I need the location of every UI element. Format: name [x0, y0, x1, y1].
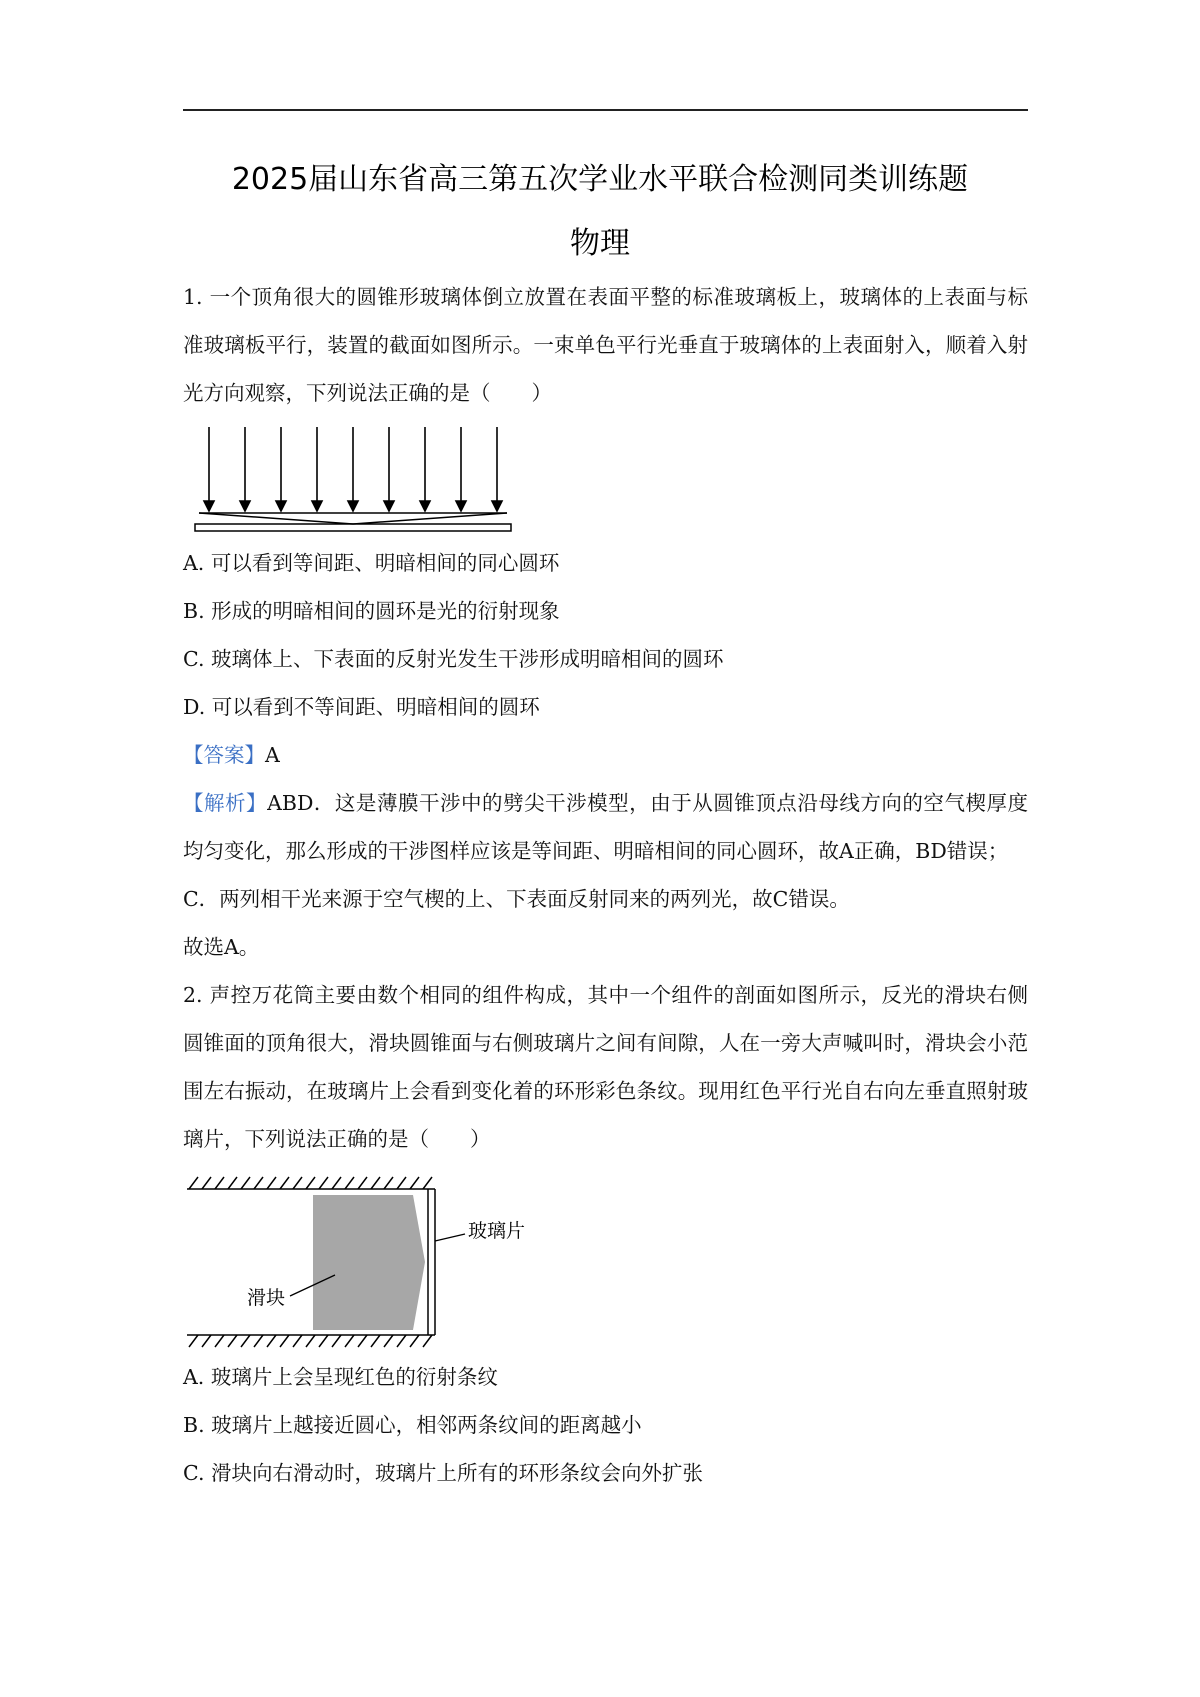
- q1-conclusion: 故选A。: [183, 935, 260, 959]
- q2-option-a: A. 玻璃片上会呈现红色的衍射条纹: [183, 1365, 498, 1389]
- q1-option-d: D. 可以看到不等间距、明暗相间的圆环: [183, 695, 540, 719]
- incident-light-arrows: [204, 427, 502, 511]
- q1-analysis-c: C．两列相干光来源于空气楔的上、下表面反射同来的两列光，故C错误。: [183, 887, 850, 911]
- header-rule: [183, 109, 1028, 111]
- answer-tag: 【答案】: [183, 743, 265, 767]
- inverted-cone-glass: [199, 513, 507, 524]
- standard-glass-plate: [195, 524, 511, 531]
- q1-light-diagram: [189, 423, 509, 537]
- q2-option-c: C. 滑块向右滑动时，玻璃片上所有的环形条纹会向外扩张: [183, 1461, 703, 1485]
- bottom-wall: [187, 1335, 435, 1347]
- glass-pointer-line: [435, 1234, 465, 1241]
- analysis-tag: 【解析】: [183, 791, 268, 815]
- glass-pane: [428, 1189, 435, 1335]
- q2-kaleidoscope-diagram: [185, 1173, 526, 1351]
- q1-option-a: A. 可以看到等间距、明暗相间的同心圆环: [183, 551, 560, 575]
- q1-analysis: [183, 779, 1028, 875]
- page-title: 2025届山东省高三第五次学业水平联合检测同类训练题: [231, 162, 969, 197]
- analysis-text: ABD．这是薄膜干涉中的劈尖干涉模型，由于从圆锥顶点沿母线方向的空气楔厚度均匀变化，那么形成的干涉图样应该是等间距、明暗相间的同心圆环，故A正确，BD错误；: [183, 791, 1028, 863]
- q2-stem: 2. 声控万花筒主要由数个相同的组件构成，其中一个组件的剖面如图所示，反光的滑块右侧圆锥面的顶角很大，滑块圆锥面与右侧玻璃片之间有间隙，人在一旁大声喊叫时，滑块会小范围左右振动，在玻璃片上会看到变化着的环形彩色条纹。现用红色平行光自右向左垂直照射玻璃片，下列说法正确的是（ ）: [183, 983, 1028, 1151]
- q1-option-b: B. 形成的明暗相间的圆环是光的衍射现象: [183, 599, 560, 623]
- q1-answer: [183, 731, 1028, 779]
- answer-value: A: [265, 743, 280, 767]
- slider-label: 滑块: [247, 1287, 286, 1309]
- subject-title: 物理: [570, 226, 630, 261]
- slider-block: [313, 1195, 425, 1330]
- glass-label: 玻璃片: [468, 1220, 526, 1242]
- top-wall: [187, 1177, 435, 1189]
- q1-option-c: C. 玻璃体上、下表面的反射光发生干涉形成明暗相间的圆环: [183, 647, 724, 671]
- q1-stem: 1. 一个顶角很大的圆锥形玻璃体倒立放置在表面平整的标准玻璃板上，玻璃体的上表面与标准玻璃板平行，装置的截面如图所示。一束单色平行光垂直于玻璃体的上表面射入，顺着入射光方向观察，下列说法正确的是（ ）: [183, 285, 1028, 405]
- q2-option-b: B. 玻璃片上越接近圆心，相邻两条纹间的距离越小: [183, 1413, 642, 1437]
- document-body: [183, 273, 1028, 1497]
